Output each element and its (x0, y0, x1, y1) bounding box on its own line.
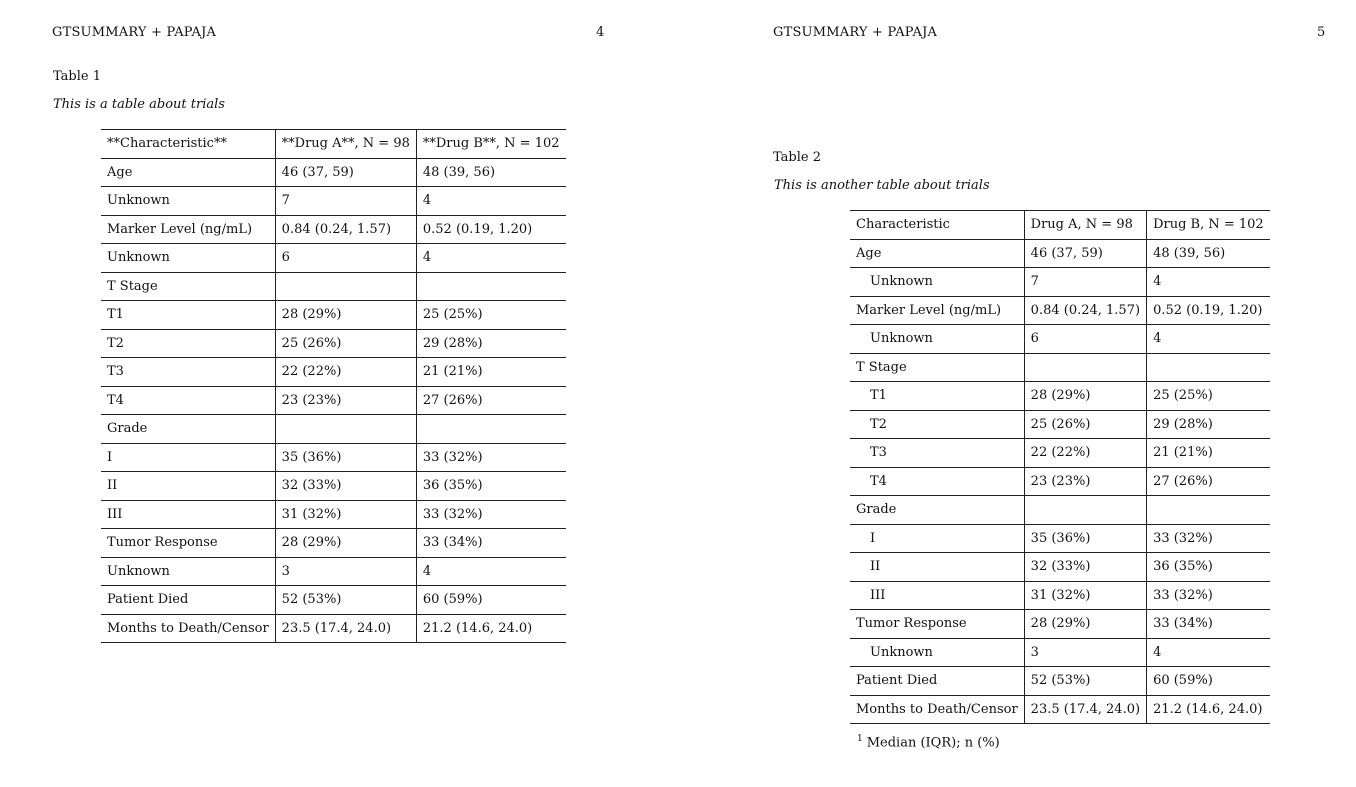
table-row (101, 386, 566, 415)
row-label: I (101, 443, 275, 472)
drug-a-cell (1024, 353, 1146, 382)
table-row (850, 524, 1270, 553)
drug-b-cell: 25 (25%) (1147, 382, 1270, 411)
drug-b-cell: 0.52 (0.19, 1.20) (1147, 296, 1270, 325)
table-row (850, 638, 1270, 667)
drug-b-cell: 33 (34%) (1147, 610, 1270, 639)
drug-b-cell: 27 (26%) (1147, 467, 1270, 496)
drug-b-cell (1147, 353, 1270, 382)
drug-b-cell: 4 (416, 557, 565, 586)
drug-b-cell: 60 (59%) (416, 586, 565, 615)
drug-a-cell: 35 (36%) (275, 443, 416, 472)
row-label: Grade (101, 415, 275, 444)
drug-a-cell (275, 272, 416, 301)
row-label: T2 (101, 329, 275, 358)
running-head: GTSUMMARY + PAPAJA (773, 25, 938, 40)
summary-table (101, 129, 566, 643)
row-label: Months to Death/Censor (850, 695, 1024, 724)
drug-a-cell: 25 (26%) (1024, 410, 1146, 439)
drug-a-cell: 22 (22%) (1024, 439, 1146, 468)
row-label: Unknown (850, 268, 1024, 297)
table-row (850, 410, 1270, 439)
drug-b-cell: 36 (35%) (416, 472, 565, 501)
running-head: GTSUMMARY + PAPAJA (52, 25, 217, 40)
drug-b-cell (1147, 496, 1270, 525)
drug-b-cell: 29 (28%) (416, 329, 565, 358)
table-body (101, 130, 566, 643)
table-row (101, 358, 566, 387)
summary-table (850, 210, 1270, 724)
table-row (101, 329, 566, 358)
drug-b-cell: 33 (34%) (416, 529, 565, 558)
drug-a-cell: 25 (26%) (275, 329, 416, 358)
row-label: III (101, 500, 275, 529)
drug-a-cell: 6 (1024, 325, 1146, 354)
table-caption: This is a table about trials (53, 97, 225, 112)
row-label: Unknown (850, 638, 1024, 667)
drug-b-cell: 48 (39, 56) (1147, 239, 1270, 268)
row-label: Tumor Response (850, 610, 1024, 639)
drug-a-cell: 31 (32%) (1024, 581, 1146, 610)
drug-b-cell: 4 (1147, 268, 1270, 297)
table-title: Table 2 (773, 150, 821, 165)
drug-b-cell: 27 (26%) (416, 386, 565, 415)
drug-b-cell: 33 (32%) (1147, 524, 1270, 553)
drug-b-cell: 4 (416, 244, 565, 273)
footnote-marker: 1 (857, 734, 863, 744)
row-label: Unknown (101, 557, 275, 586)
table-row (101, 301, 566, 330)
row-label: Patient Died (101, 586, 275, 615)
drug-b-cell: 21 (21%) (416, 358, 565, 387)
drug-a-cell: 23 (23%) (275, 386, 416, 415)
drug-a-cell: 52 (53%) (275, 586, 416, 615)
row-label: Patient Died (850, 667, 1024, 696)
drug-b-cell: 33 (32%) (1147, 581, 1270, 610)
table-row (850, 382, 1270, 411)
drug-b-cell: 21.2 (14.6, 24.0) (416, 614, 565, 643)
row-label: T Stage (850, 353, 1024, 382)
row-label: T4 (850, 467, 1024, 496)
drug-a-cell: 3 (275, 557, 416, 586)
drug-a-cell: 28 (29%) (1024, 610, 1146, 639)
drug-b-cell (416, 272, 565, 301)
table-row (850, 439, 1270, 468)
drug-b-cell: 60 (59%) (1147, 667, 1270, 696)
table-row (850, 325, 1270, 354)
table-header-row (850, 211, 1270, 240)
row-label: T4 (101, 386, 275, 415)
table-row (850, 268, 1270, 297)
drug-b-cell: 21.2 (14.6, 24.0) (1147, 695, 1270, 724)
row-label: T1 (850, 382, 1024, 411)
table-row (850, 296, 1270, 325)
drug-a-cell (1024, 496, 1146, 525)
drug-a-cell: 28 (29%) (275, 529, 416, 558)
drug-a-cell: 23 (23%) (1024, 467, 1146, 496)
drug-a-cell: 0.84 (0.24, 1.57) (1024, 296, 1146, 325)
table-row (850, 695, 1270, 724)
drug-b-cell: 33 (32%) (416, 500, 565, 529)
row-label: T2 (850, 410, 1024, 439)
drug-a-cell: 32 (33%) (275, 472, 416, 501)
drug-b-cell (416, 415, 565, 444)
drug-a-cell: 28 (29%) (275, 301, 416, 330)
table-row (101, 557, 566, 586)
table-row (101, 187, 566, 216)
drug-a-cell: 7 (275, 187, 416, 216)
drug-a-cell: 46 (37, 59) (275, 158, 416, 187)
table-row (850, 496, 1270, 525)
table-row (101, 500, 566, 529)
table-row (101, 244, 566, 273)
table-header-row (101, 130, 566, 159)
column-header: **Characteristic** (101, 130, 275, 159)
column-header: Drug B, N = 102 (1147, 211, 1270, 240)
row-label: Grade (850, 496, 1024, 525)
drug-b-cell: 36 (35%) (1147, 553, 1270, 582)
table-row (850, 239, 1270, 268)
drug-b-cell: 25 (25%) (416, 301, 565, 330)
drug-a-cell: 23.5 (17.4, 24.0) (1024, 695, 1146, 724)
table-row (101, 443, 566, 472)
column-header: **Drug A**, N = 98 (275, 130, 416, 159)
row-label: Age (850, 239, 1024, 268)
drug-b-cell: 0.52 (0.19, 1.20) (416, 215, 565, 244)
drug-b-cell: 4 (416, 187, 565, 216)
drug-b-cell: 4 (1147, 638, 1270, 667)
drug-a-cell: 6 (275, 244, 416, 273)
drug-b-cell: 33 (32%) (416, 443, 565, 472)
row-label: Tumor Response (101, 529, 275, 558)
row-label: Unknown (850, 325, 1024, 354)
table-row (850, 467, 1270, 496)
table-row (101, 586, 566, 615)
row-label: Marker Level (ng/mL) (850, 296, 1024, 325)
drug-a-cell: 31 (32%) (275, 500, 416, 529)
row-label: Unknown (101, 187, 275, 216)
drug-a-cell (275, 415, 416, 444)
row-label: II (850, 553, 1024, 582)
drug-b-cell: 29 (28%) (1147, 410, 1270, 439)
drug-a-cell: 35 (36%) (1024, 524, 1146, 553)
drug-a-cell: 3 (1024, 638, 1146, 667)
drug-a-cell: 0.84 (0.24, 1.57) (275, 215, 416, 244)
row-label: III (850, 581, 1024, 610)
row-label: T1 (101, 301, 275, 330)
drug-b-cell: 48 (39, 56) (416, 158, 565, 187)
table-row (850, 610, 1270, 639)
drug-a-cell: 7 (1024, 268, 1146, 297)
column-header: **Drug B**, N = 102 (416, 130, 565, 159)
page-number: 4 (596, 25, 605, 40)
row-label: T3 (101, 358, 275, 387)
drug-b-cell: 4 (1147, 325, 1270, 354)
table-row (101, 215, 566, 244)
table-title: Table 1 (53, 69, 101, 84)
table-row (101, 472, 566, 501)
drug-a-cell: 23.5 (17.4, 24.0) (275, 614, 416, 643)
table-row (101, 529, 566, 558)
drug-a-cell: 28 (29%) (1024, 382, 1146, 411)
row-label: T Stage (101, 272, 275, 301)
row-label: T3 (850, 439, 1024, 468)
table-body (850, 211, 1270, 724)
table-row (101, 158, 566, 187)
footnote-text: Median (IQR); n (%) (866, 735, 1000, 751)
drug-b-cell: 21 (21%) (1147, 439, 1270, 468)
row-label: Age (101, 158, 275, 187)
drug-a-cell: 32 (33%) (1024, 553, 1146, 582)
drug-a-cell: 22 (22%) (275, 358, 416, 387)
table-row (101, 614, 566, 643)
row-label: I (850, 524, 1024, 553)
column-header: Characteristic (850, 211, 1024, 240)
table-row (850, 667, 1270, 696)
drug-a-cell: 46 (37, 59) (1024, 239, 1146, 268)
column-header: Drug A, N = 98 (1024, 211, 1146, 240)
page-5 (678, 0, 1356, 787)
table-row (850, 581, 1270, 610)
table-row (101, 272, 566, 301)
row-label: Unknown (101, 244, 275, 273)
table-row (850, 353, 1270, 382)
page-number: 5 (1317, 25, 1326, 40)
table-row (850, 553, 1270, 582)
table-footnote (857, 734, 1000, 750)
table-row (101, 415, 566, 444)
row-label: II (101, 472, 275, 501)
row-label: Marker Level (ng/mL) (101, 215, 275, 244)
table-caption: This is another table about trials (774, 178, 990, 193)
drug-a-cell: 52 (53%) (1024, 667, 1146, 696)
row-label: Months to Death/Censor (101, 614, 275, 643)
